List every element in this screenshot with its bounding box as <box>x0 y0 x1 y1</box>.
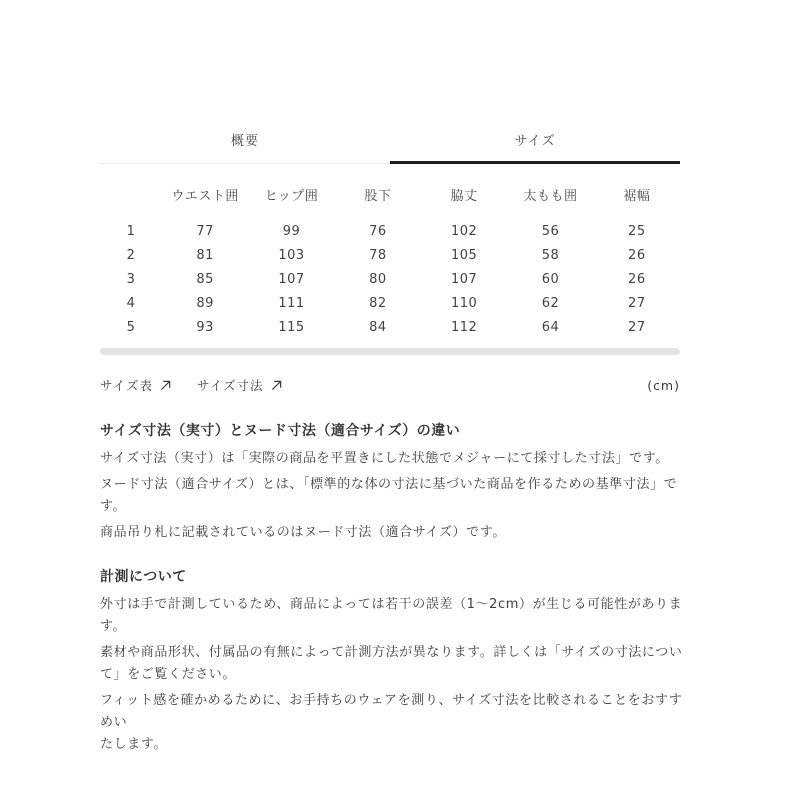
external-link-arrow-icon <box>160 380 171 391</box>
size-cell: 99 <box>282 223 301 239</box>
table-row <box>100 267 680 291</box>
size-cell: 105 <box>451 247 478 263</box>
size-cell: 107 <box>278 271 305 287</box>
external-link-arrow-icon <box>271 380 282 391</box>
size-row-label: 4 <box>126 295 136 311</box>
size-cell: 27 <box>628 295 646 311</box>
text-section <box>100 567 692 756</box>
size-cell: 26 <box>628 247 646 263</box>
size-cell: 62 <box>541 295 560 311</box>
paragraph <box>100 474 692 518</box>
size-cell: 115 <box>278 319 305 335</box>
column-header: ウエスト囲 <box>171 189 239 204</box>
size-row-label: 1 <box>126 223 136 239</box>
size-cell: 81 <box>196 247 214 263</box>
table-row <box>100 219 680 243</box>
size-cell: 27 <box>628 319 646 335</box>
size-cell: 84 <box>369 319 387 335</box>
horizontal-scrollbar[interactable] <box>100 348 680 355</box>
section-heading: 計測について <box>100 569 187 585</box>
table-row <box>100 291 680 315</box>
paragraph <box>100 594 692 638</box>
tab-overview[interactable]: 概要 <box>100 124 390 164</box>
paragraph <box>100 690 692 756</box>
paragraph <box>100 642 692 686</box>
paragraph <box>100 448 692 470</box>
size-cell: 60 <box>541 271 560 287</box>
size-cell: 107 <box>451 271 478 287</box>
column-header: 裾幅 <box>623 189 651 204</box>
size-cell: 111 <box>278 295 305 311</box>
size-row-label: 5 <box>126 319 136 335</box>
size-cell: 80 <box>369 271 387 287</box>
paragraph-line: 外寸は手で計測しているため、商品によっては若干の誤差（1～2cm）が生じる可能性があります。 <box>100 597 683 634</box>
column-header: 太もも囲 <box>523 189 578 204</box>
text-sections <box>100 421 692 756</box>
size-cell: 58 <box>541 247 560 263</box>
text-section <box>100 421 692 544</box>
size-row-label: 2 <box>126 247 136 263</box>
column-header <box>100 183 162 219</box>
size-cell: 25 <box>628 223 646 239</box>
size-cell: 112 <box>451 319 478 335</box>
size-table <box>100 183 680 339</box>
size-cell: 89 <box>196 295 214 311</box>
size-cell: 78 <box>369 247 387 263</box>
size-cell: 56 <box>541 223 560 239</box>
paragraph <box>100 522 692 544</box>
column-header: 脇丈 <box>450 189 478 204</box>
size-cell: 76 <box>369 223 387 239</box>
paragraph-line: 商品吊り札に記載されているのはヌード寸法（適合サイズ）です。 <box>100 525 506 540</box>
table-header-row <box>100 183 680 219</box>
paragraph-line: フィット感を確かめるために、お手持ちのウェアを測り、サイズ寸法を比較されることをおすすめい <box>100 693 683 730</box>
size-chart-link-label: サイズ表 <box>100 378 154 393</box>
size-chart-link[interactable] <box>100 376 171 394</box>
size-cell: 93 <box>196 319 214 335</box>
links-row <box>100 376 680 394</box>
size-cell: 82 <box>369 295 387 311</box>
paragraph-line: サイズ寸法（実寸）は「実際の商品を平置きにした状態でメジャーにて採寸した寸法」です。 <box>100 451 669 466</box>
size-dimensions-link[interactable] <box>197 376 282 394</box>
unit-label: (cm) <box>647 377 680 393</box>
table-row <box>100 243 680 267</box>
size-row-label: 3 <box>126 271 136 287</box>
tab-bar <box>100 124 680 164</box>
size-cell: 110 <box>451 295 478 311</box>
column-header: ヒップ囲 <box>264 189 319 204</box>
size-cell: 85 <box>196 271 214 287</box>
size-cell: 103 <box>278 247 305 263</box>
column-header: 股下 <box>364 189 392 204</box>
size-cell: 102 <box>451 223 478 239</box>
size-cell: 77 <box>196 223 214 239</box>
paragraph-line: 素材や商品形状、付属品の有無によって計測方法が異なります。詳しくは「サイズの寸法につい <box>100 645 683 660</box>
section-heading: サイズ寸法（実寸）とヌード寸法（適合サイズ）の違い <box>100 423 461 439</box>
size-cell: 26 <box>628 271 646 287</box>
paragraph-line: ヌード寸法（適合サイズ）とは、「標準的な体の寸法に基づいた商品を作るための基準寸法」です。 <box>100 477 678 514</box>
tab-size[interactable]: サイズ <box>390 124 680 164</box>
paragraph-line: て」をご覧ください。 <box>100 667 237 682</box>
size-guide-panel <box>100 124 692 779</box>
table-row <box>100 315 680 339</box>
size-cell: 64 <box>541 319 560 335</box>
size-dimensions-link-label: サイズ寸法 <box>197 378 264 393</box>
paragraph-line: たします。 <box>100 737 167 752</box>
